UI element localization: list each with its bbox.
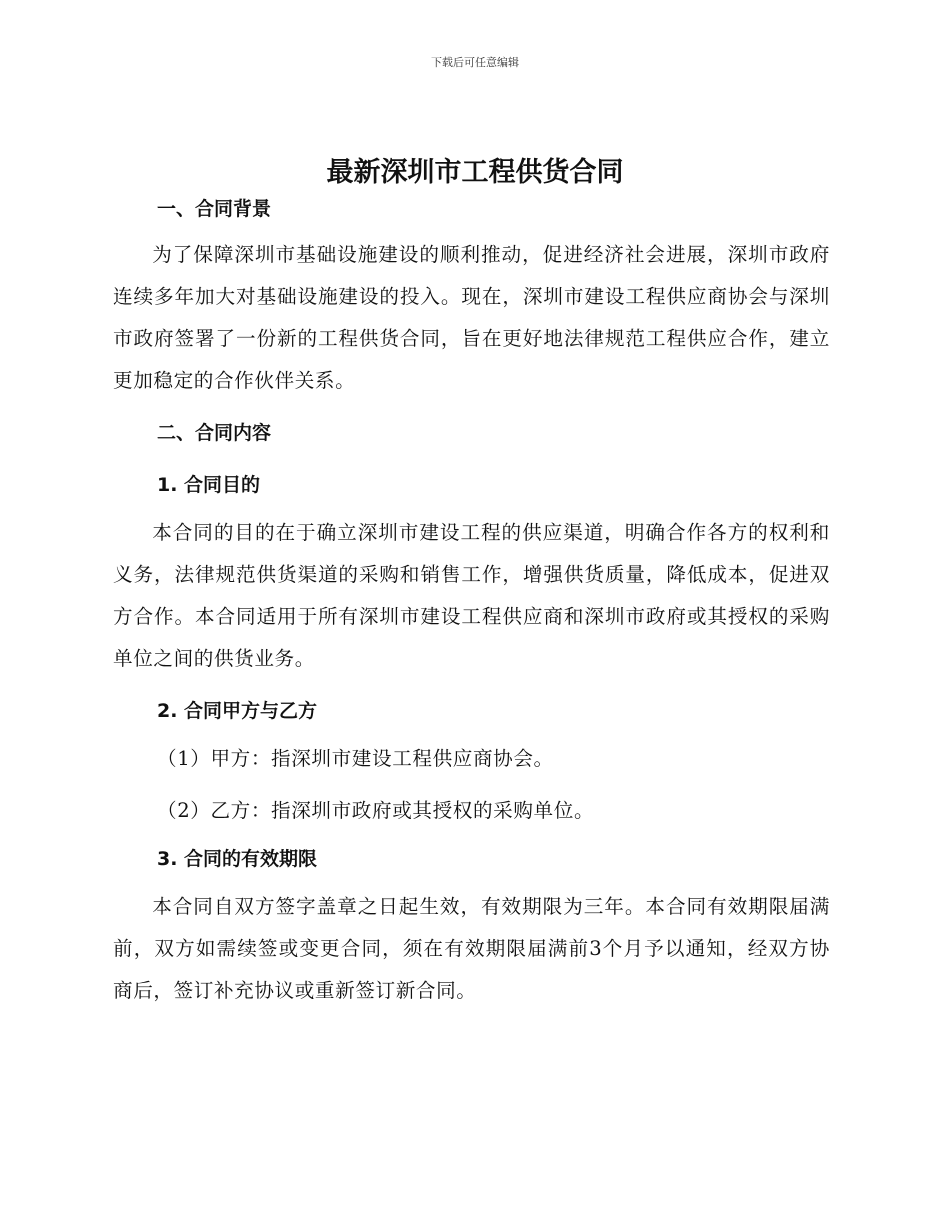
purpose-paragraph: 本合同的目的在于确立深圳市建设工程的供应渠道，明确合作各方的权利和义务，法律规范供货渠道的采购和销售工作，增强供货质量，降低成本，促进双方合作。本合同适用于所有深圳市建设工程供应商和深圳市政府或其授权的采购单位之间的供货业务。 — [113, 521, 830, 670]
subheading-purpose: 1. 合同目的 — [157, 474, 261, 496]
subheading-parties: 2. 合同甲方与乙方 — [157, 700, 318, 722]
document-body — [113, 192, 830, 1012]
document-title: 最新深圳市工程供货合同 — [326, 157, 624, 188]
section-heading-content: 二、合同内容 — [157, 422, 272, 444]
party-b-item: （2）乙方：指深圳市政府或其授权的采购单位。 — [157, 799, 595, 822]
subheading-validity: 3. 合同的有效期限 — [157, 848, 318, 870]
background-paragraph: 为了保障深圳市基础设施建设的顺利推动，促进经济社会进展，深圳市政府连续多年加大对基础设施建设的投入。现在，深圳市建设工程供应商协会与深圳市政府签署了一份新的工程供货合同，旨在更好地法律规范工程供应合作，建立更加稳定的合作伙伴关系。 — [113, 243, 830, 392]
section-heading-background: 一、合同背景 — [157, 198, 272, 220]
header-note: 下载后可任意编辑 — [431, 56, 519, 69]
party-a-item: （1）甲方：指深圳市建设工程供应商协会。 — [157, 747, 554, 770]
validity-paragraph: 本合同自双方签字盖章之日起生效，有效期限为三年。本合同有效期限届满前，双方如需续签或变更合同，须在有效期限届满前3个月予以通知，经双方协商后，签订补充协议或重新签订新合同。 — [113, 895, 830, 1002]
